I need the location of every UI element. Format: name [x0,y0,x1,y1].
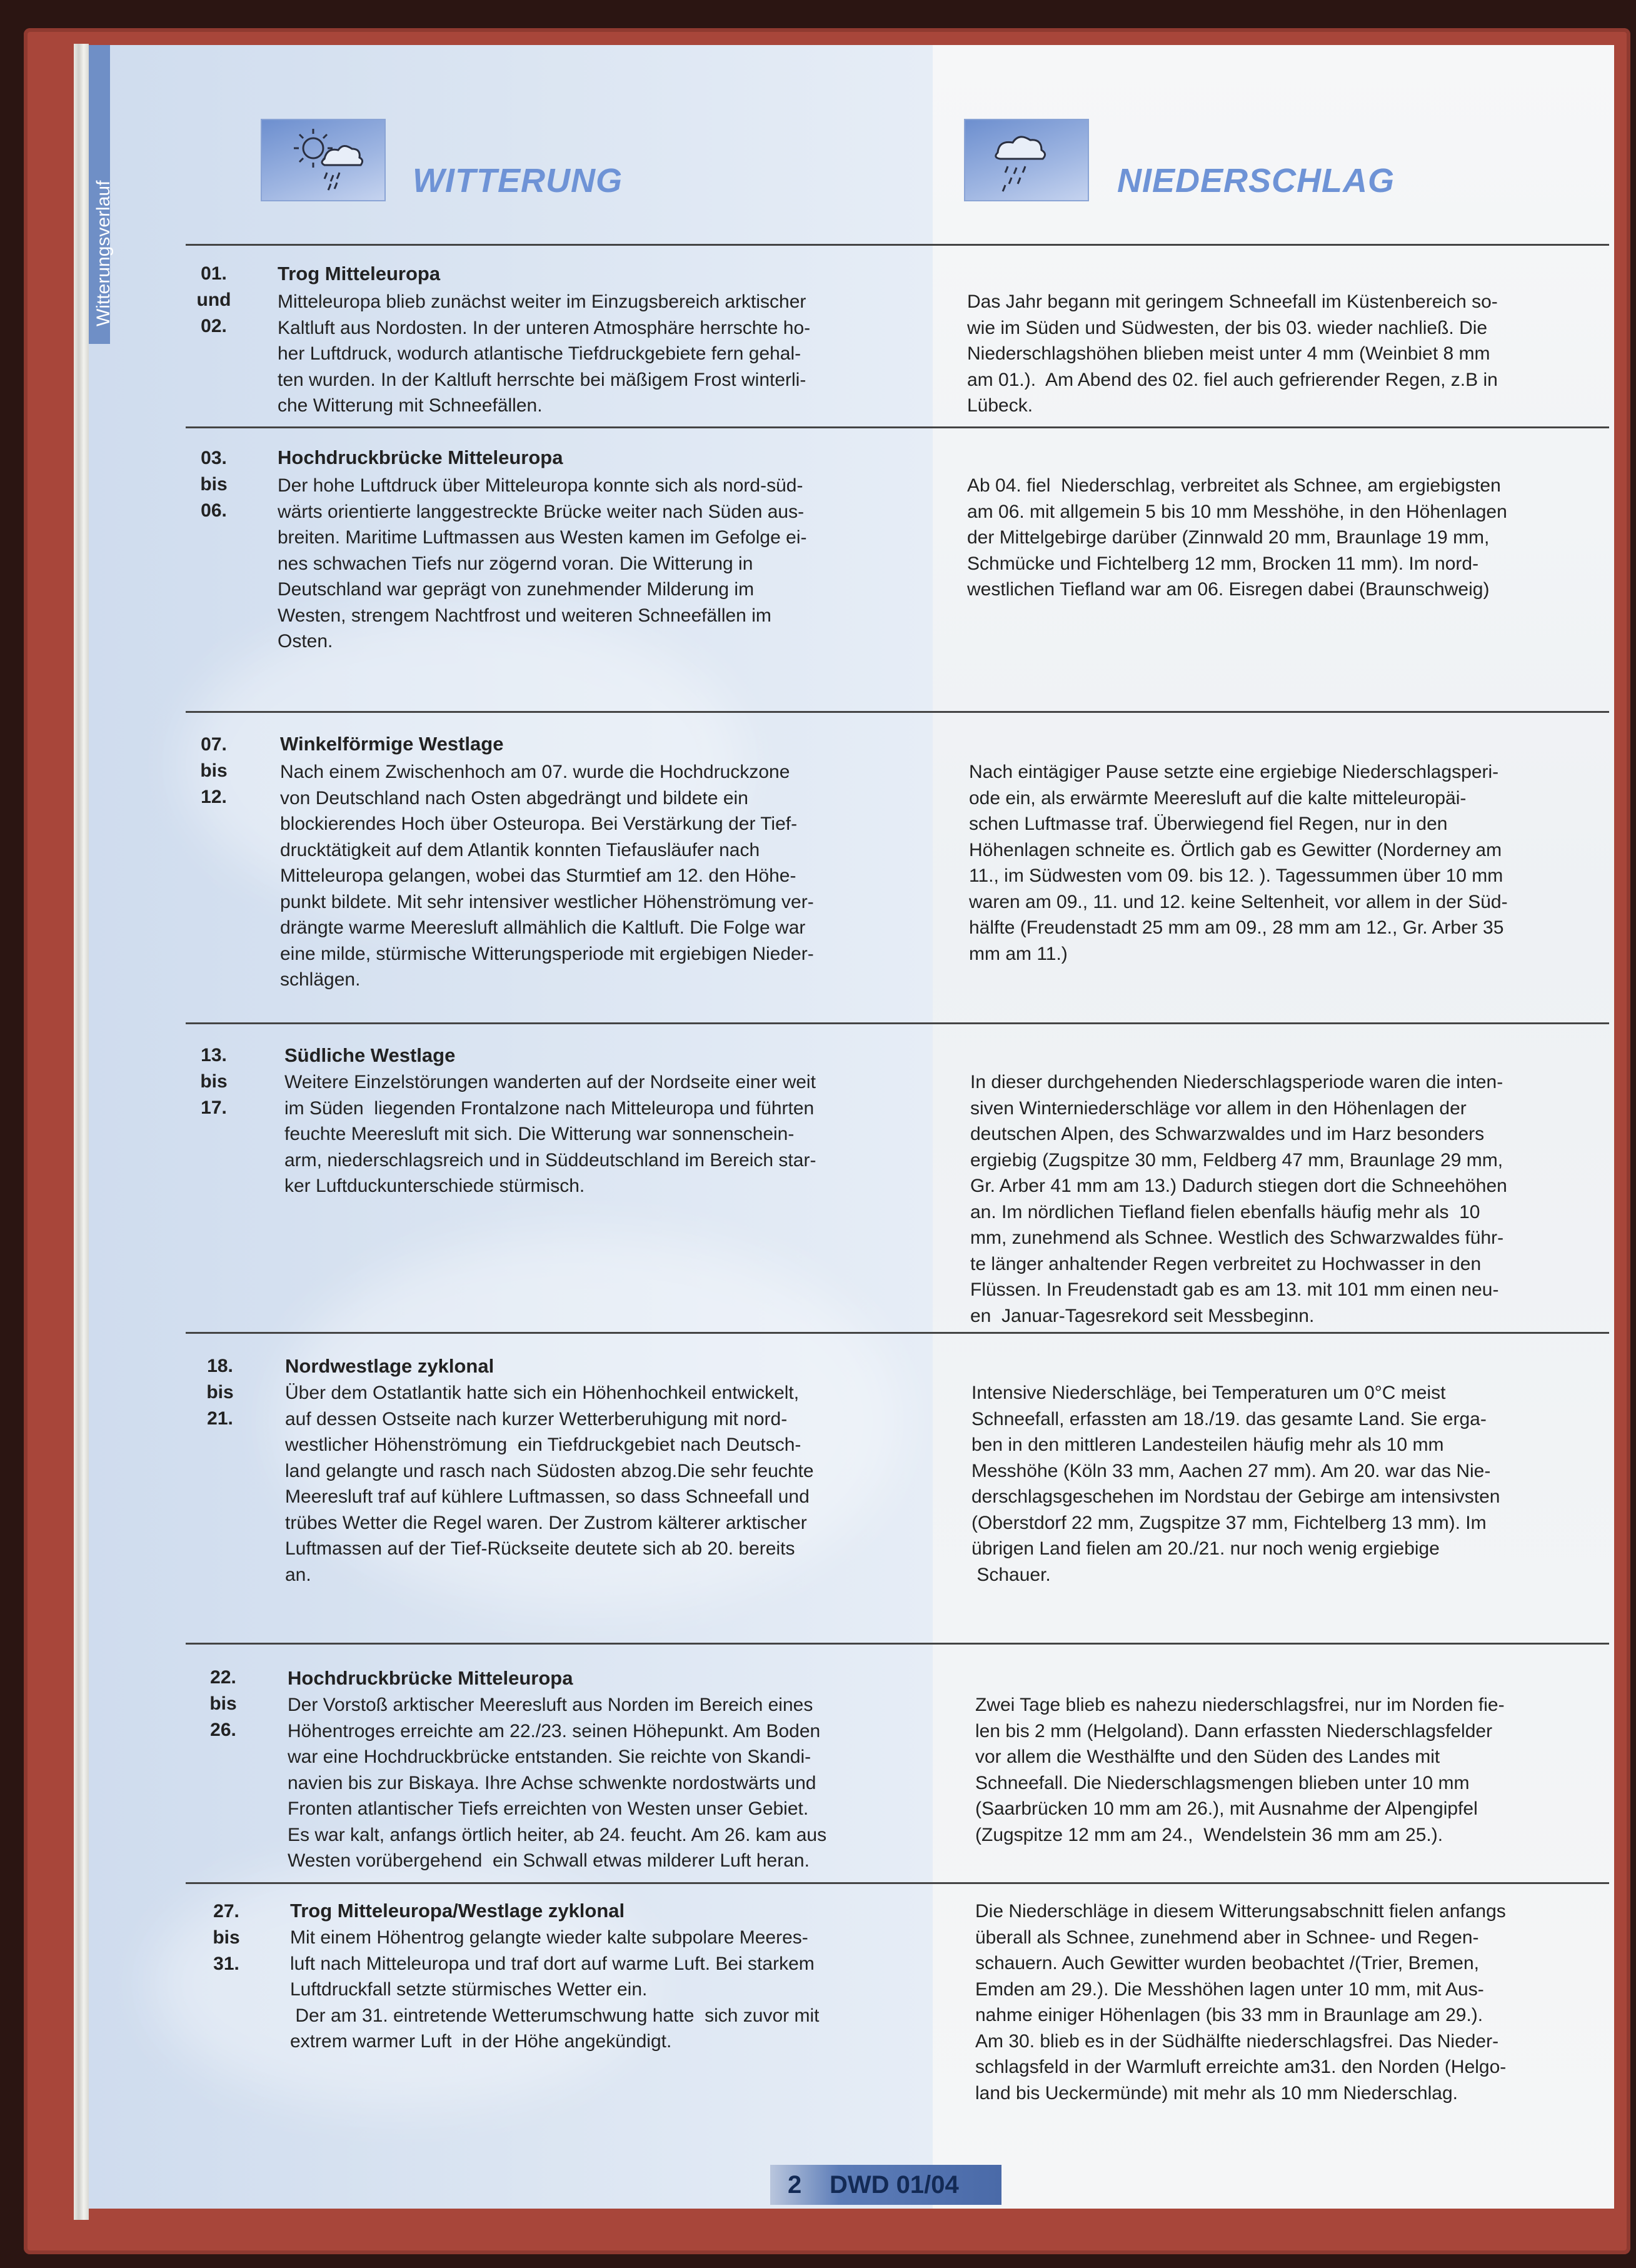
precipitation-description: Intensive Niederschläge, bei Temperaturen um 0°C meist Schneefall, erfassten am 18./19. das gesamte Land. Sie erga- ben in den mittleren Landesteilen häufig mehr als 10 mm Messhöhe (Köln 33 mm, Aachen 27 mm). Am 20. war das Nie- derschlagsgeschehen im Nordstau der Gebirge am intensivsten (Oberstdorf 22 mm, Zugspitze 37 mm, Fichtelberg 13 mm). Im übrigen Land fielen am 20./21. nur noch wenig ergiebige Schauer. [971,1383,1500,1585]
weather-pattern-title: Trog Mitteleuropa/Westlage zyklonal [290,1900,625,1922]
precipitation-description: Nach eintägiger Pause setzte eine ergiebige Niederschlagsperi- ode ein, als erwärmte Meeresluft auf die kalte mitteleuropäi- schen Luftmasse traf. Überwiegend fiel Regen, nur in den Höhenlagen schneite es. Örtlich gab es Gewitter (Norderney am 11., im Südwesten vom 09. bis 12. ). Tagessummen über 10 mm waren am 09., 11. und 12. keine Seltenheit, vor allem in der Süd- hälfte (Freudenstadt 25 mm am 09., 28 mm am 12., Gr. Arber 35 mm am 11.) [969,762,1508,964]
weather-pattern-title: Südliche Westlage [284,1044,456,1066]
side-tab-label: Witterungsverlauf [93,180,114,326]
page-stack-edge [74,44,89,2220]
side-tab [89,45,114,344]
date-range: 07. bis 12. [200,734,228,807]
weather-description: Der hohe Luftdruck über Mitteleuropa konnte sich als nord-süd- wärts orientierte langgestreckte Brücke weiter nach Süden aus- breiten. Maritime Luftmassen aus Westen kamen im Gefolge ei- nes schwachen Tiefs nur zögernd voran. Die Witterung in Deutschland war geprägt von zunehmender Milderung im Westen, strengem Nachtfrost und weiteren Schneefällen im Osten. [278,475,807,652]
top-rule [186,244,1609,246]
weather-description: Nach einem Zwischenhoch am 07. wurde die Hochdruckzone von Deutschland nach Osten abgedrängt und bildete ein blockierendes Hoch über Osteuropa. Bei Verstärkung der Tief- drucktätigkeit auf dem Atlantik konnten Tiefausläufer nach Mitteleuropa gelangen, wobei das Sturmtief am 12. den Höhe- punkt bildete. Mit sehr intensiver westlicher Höhenströmung ver- drängte warme Meeresluft allmählich die Kaltluft. Die Folge war eine milde, stürmische Witterungsperiode mit ergiebigen Nieder- schlägen. [280,762,814,990]
weather-description: Über dem Ostatlantik hatte sich ein Höhenhochkeil entwickelt, auf dessen Ostseite nach kurzer Wetterberuhigung mit nord- westlicher Höhenströmung ein Tiefdruckgebiet nach Deutsch- land gelangte und rasch nach Südosten abzog.Die sehr feuchte Meeresluft traf auf kühlere Luftmassen, so dass Schneefall und trübes Wetter die Regel waren. Der Zustrom kälterer arktischer Luftmassen auf der Tief-Rückseite deutete sich ab 20. bereits an. [285,1383,814,1585]
precipitation-description: Ab 04. fiel Niederschlag, verbreitet als Schnee, am ergiebigsten am 06. mit allgemein 5 bis 10 mm Messhöhe, in den Höhenlagen der Mittelgebirge darüber (Zinnwald 20 mm, Braunlage 19 mm, Schmücke und Fichtelberg 12 mm, Brocken 11 mm). Im nord- westlichen Tiefland war am 06. Eisregen dabei (Braunschweig) [967,475,1507,600]
weather-description: Der Vorstoß arktischer Meeresluft aus Norden im Bereich eines Höhentroges erreichte am 22./23. seinen Höhepunkt. Am Boden war eine Hochdruckbrücke entstanden. Sie reichte von Skandi- navien bis zur Biskaya. Ihre Achse schwenkte nordostwärts und Fronten atlantischer Tiefs erreichten von Westen unser Gebiet. Es war kalt, anfangs örtlich heiter, ab 24. feucht. Am 26. kam aus Westen vorübergehend ein Schwall etwas milderer Luft heran. [288,1695,827,1871]
page-number: 2 [788,2171,802,2199]
weather-pattern-title: Winkelförmige Westlage [280,733,504,755]
page-footer [770,2165,1001,2205]
precipitation-description: Zwei Tage blieb es nahezu niederschlagsfrei, nur im Norden fie- len bis 2 mm (Helgoland). Dann erfassten Niederschlagsfelder vor allem die Westhälfte und den Süden des Landes mit Schneefall. Die Niederschlagsmengen blieben unter 10 mm (Saarbrücken 10 mm am 26.), mit Ausnahme der Alpengipfel (Zugspitze 12 mm am 24., Wendelstein 36 mm am 25.). [975,1695,1505,1845]
date-range: 22. bis 26. [209,1667,237,1740]
date-range: 01. und 02. [196,263,231,336]
date-range: 13. bis 17. [200,1045,228,1118]
section-divider [186,1332,1609,1334]
weather-description: Mit einem Höhentrog gelangte wieder kalte subpolare Meeres- luft nach Mitteleuropa und traf dort auf warme Luft. Bei starkem Luftdruckfall setzte stürmisches Wetter ein. Der am 31. eintretende Wetterumschwung hatte sich zuvor mit extrem warmer Luft in der Höhe angekündigt. [290,1927,820,2052]
section-header-witterung: WITTERUNG [413,162,623,199]
precipitation-description: Das Jahr begann mit geringem Schneefall im Küstenbereich so- wie im Süden und Südwesten, der bis 03. wieder nachließ. Die Niederschlagshöhen blieben meist unter 4 mm (Weinbiet 8 mm am 01.). Am Abend des 02. fiel auch gefrierender Regen, z.B in Lübeck. [967,291,1498,416]
precipitation-description: Die Niederschläge in diesem Witterungsabschnitt fielen anfangs überall als Schnee, zunehmend aber in Schnee- und Regen- schauern. Auch Gewitter wurden beobachtet /(Trier, Bremen, Emden am 29.). Die Messhöhen lagen unter 10 mm, mit Aus- nahme einiger Höhenlagen (bis 33 mm in Braunlage am 29.). Am 30. blieb es in der Südhälfte niederschlagsfrei. Das Nieder- schlagsfeld in der Warmluft erreichte am31. den Norden (Helgo- land bis Ueckermünde) mit mehr als 10 mm Niederschlag. [975,1901,1507,2104]
date-range: 18. bis 21. [206,1356,234,1429]
date-range: 27. bis 31. [213,1901,240,1974]
section-divider [186,1643,1609,1645]
weather-pattern-title: Nordwestlage zyklonal [285,1355,494,1377]
date-range: 03. bis 06. [200,448,228,521]
document-page [89,45,1614,2209]
section-divider [186,1022,1609,1024]
section-divider [186,711,1609,713]
precipitation-description: In dieser durchgehenden Niederschlagsperiode waren die inten- siven Winterniederschläge vor allem in den Höhenlagen der deutschen Alpen, des Schwarzwaldes und im Harz besonders ergiebig (Zugspitze 30 mm, Feldberg 47 mm, Braunlage 29 mm, Gr. Arber 41 mm am 13.) Dadurch stiegen dort die Schneehöhen an. Im nördlichen Tiefland fielen ebenfalls häufig mehr als 10 mm, zunehmend als Schnee. Westlich des Schwarzwaldes führ- te länger anhaltender Regen verbreitet zu Hochwasser in den Flüssen. In Freudenstadt gab es am 13. mit 101 mm einen neu- en Januar-Tagesrekord seit Messbeginn. [970,1072,1507,1326]
section-header-niederschlag: NIEDERSCHLAG [1117,162,1395,199]
weather-icon-box [261,119,386,201]
weather-icon-box [964,119,1089,201]
section-divider [186,1882,1609,1884]
weather-description: Mitteleuropa blieb zunächst weiter im Einzugsbereich arktischer Kaltluft aus Nordosten. In der unteren Atmosphäre herrschte ho- her Luftdruck, wodurch atlantische Tiefdruckgebiete fern gehal- ten wurden. In der Kaltluft herrschte bei mäßigem Frost winterli- che Witterung mit Schneefällen. [278,291,811,416]
publication-code: DWD 01/04 [830,2171,959,2199]
weather-pattern-title: Hochdruckbrücke Mitteleuropa [288,1667,573,1689]
weather-pattern-title: Trog Mitteleuropa [278,263,441,285]
weather-description: Weitere Einzelstörungen wanderten auf der Nordseite einer weit im Süden liegenden Frontalzone nach Mitteleuropa und führten feuchte Meeresluft mit sich. Die Witterung war sonnenschein- arm, niederschlagsreich und in Süddeutschland im Bereich star- ker Luftduckunterschiede stürmisch. [284,1072,816,1196]
cloud-rain-icon [965,120,1088,200]
weather-pattern-title: Hochdruckbrücke Mitteleuropa [278,446,563,468]
section-divider [186,426,1609,428]
sun-cloud-rain-icon [262,120,384,200]
